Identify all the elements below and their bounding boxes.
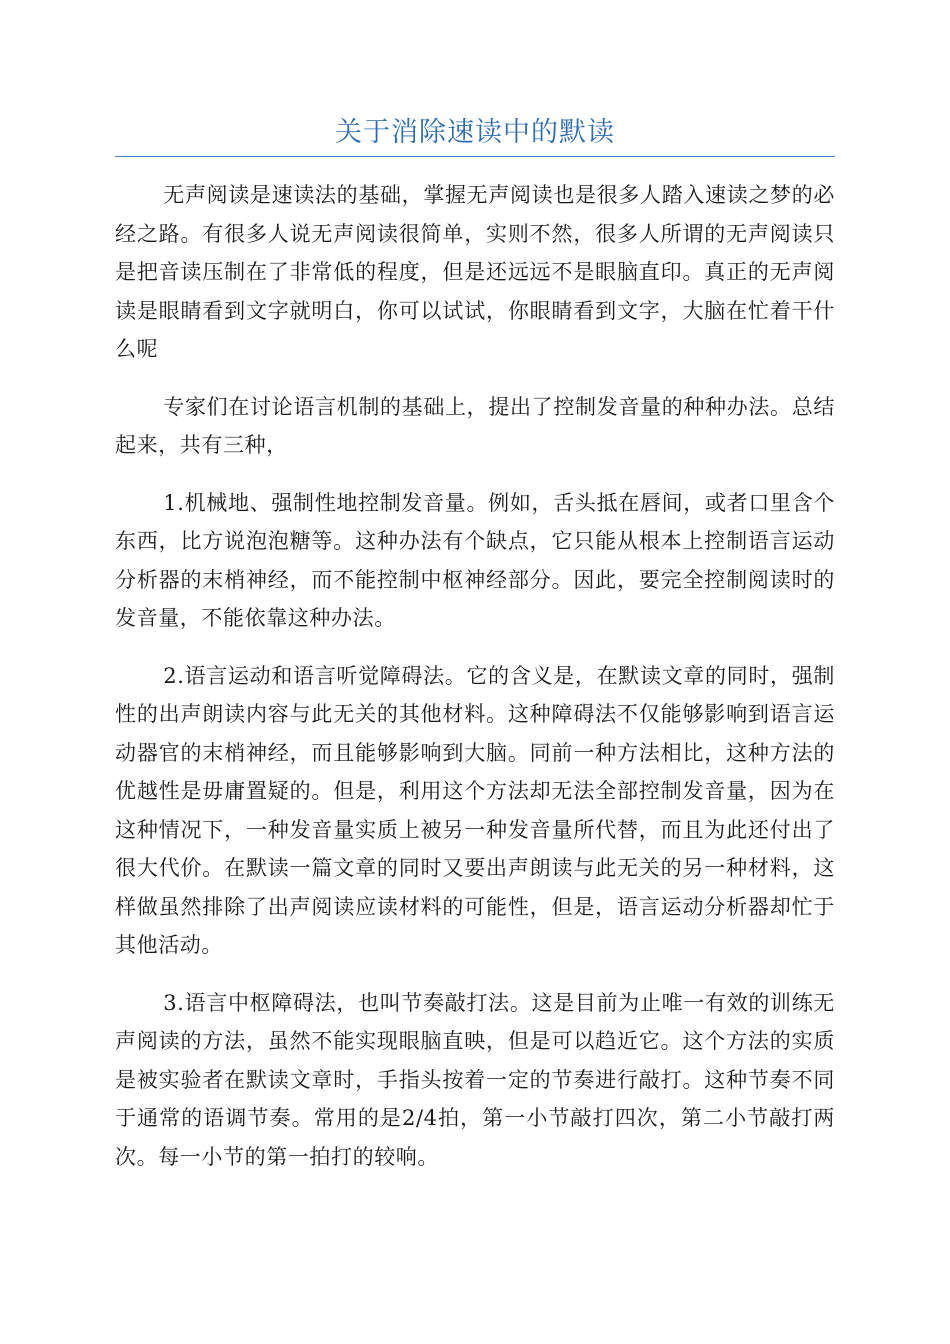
document-body	[115, 176, 835, 1195]
paragraph-method-3: 3.语言中枢障碍法，也叫节奏敲打法。这是目前为止唯一有效的训练无声阅读的方法，虽然不能实现眼脑直映，但是可以趋近它。这个方法的实质是被实验者在默读文章时，手指头按着一定的节奏进行敲打。这种节奏不同于通常的语调节奏。常用的是2/4拍，第一小节敲打四次，第二小节敲打两次。每一小节的第一拍打的较响。	[115, 990, 835, 1169]
paragraph-method-2: 2.语言运动和语言听觉障碍法。它的含义是，在默读文章的同时，强制性的出声朗读内容与此无关的其他材料。这种障碍法不仅能够影响到语言运动器官的末梢神经，而且能够影响到大脑。同前一种方法相比，这种方法的优越性是毋庸置疑的。但是，利用这个方法却无法全部控制发音量，因为在这种情况下，一种发音量实质上被另一种发音量所代替，而且为此还付出了很大代价。在默读一篇文章的同时又要出声朗读与此无关的另一种材料，这样做虽然排除了出声阅读应读材料的可能性，但是，语言运动分析器却忙于其他活动。	[115, 663, 835, 957]
paragraph-summary: 专家们在讨论语言机制的基础上，提出了控制发音量的种种办法。总结起来，共有三种，	[115, 394, 835, 457]
title-block	[115, 112, 835, 157]
paragraph-method-1: 1.机械地、强制性地控制发音量。例如，舌头抵在唇间，或者口里含个东西，比方说泡泡糖等。这种办法有个缺点，它只能从根本上控制语言运动分析器的末梢神经，而不能控制中枢神经部分。因此，要完全控制阅读时的发音量，不能依靠这种办法。	[115, 490, 835, 630]
document-title: 关于消除速读中的默读	[335, 117, 615, 148]
paragraph-intro: 无声阅读是速读法的基础，掌握无声阅读也是很多人踏入速读之梦的必经之路。有很多人说无声阅读很简单，实则不然，很多人所谓的无声阅读只是把音读压制在了非常低的程度，但是还远远不是眼脑直印。真正的无声阅读是眼睛看到文字就明白，你可以试试，你眼睛看到文字，大脑在忙着干什么呢	[115, 183, 835, 361]
